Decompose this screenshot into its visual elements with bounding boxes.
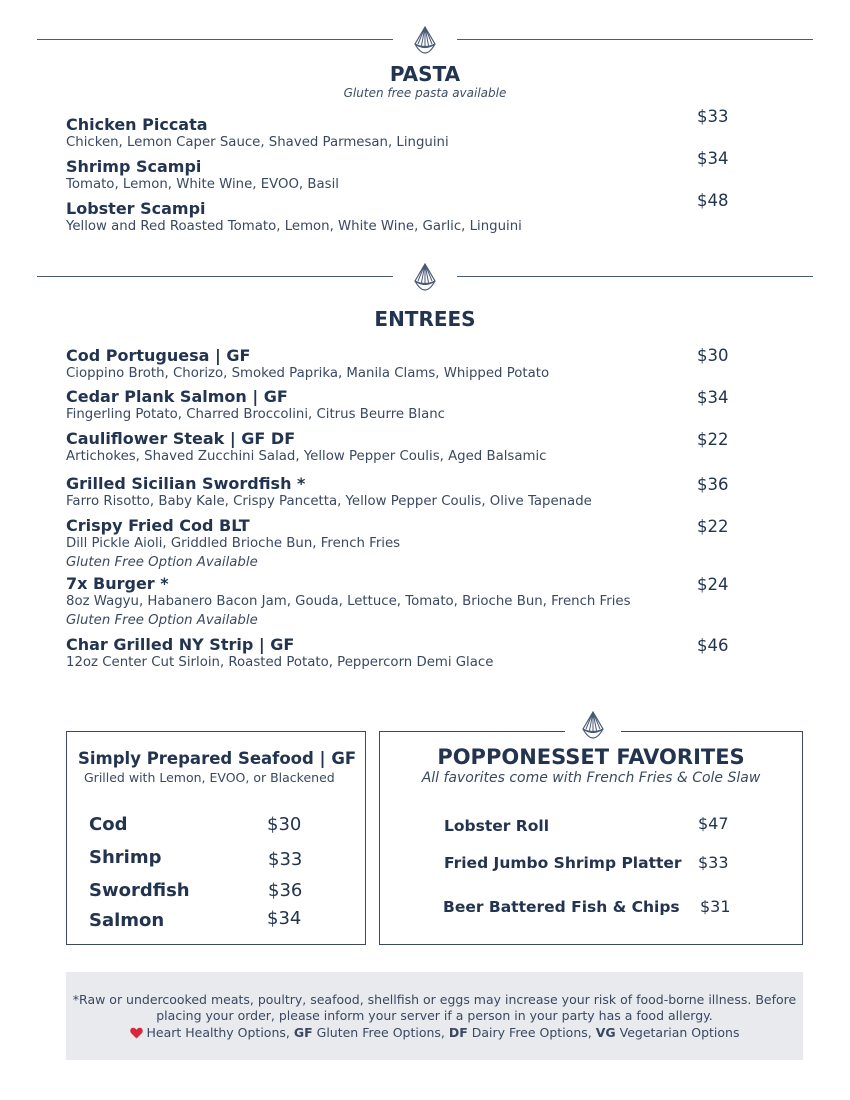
favorites-subtitle: All favorites come with French Fries & Cole Slaw [421, 770, 761, 786]
menu-item-desc: Fingerling Potato, Charred Broccolini, Citrus Beurre Blanc [66, 407, 445, 422]
simply-prepared-subtitle: Grilled with Lemon, EVOO, or Blackened [84, 770, 335, 785]
menu-item-desc: Chicken, Lemon Caper Sauce, Shaved Parmesan, Linguini [66, 135, 449, 150]
menu-item-price: $33 [697, 107, 729, 126]
seafood-price: $30 [267, 814, 302, 835]
menu-item-name: Chicken Piccata [66, 115, 208, 134]
entrees-divider-left [37, 276, 393, 277]
menu-item-desc: Tomato, Lemon, White Wine, EVOO, Basil [66, 177, 339, 192]
scallop-shell-icon [577, 709, 609, 741]
seafood-price: $33 [268, 849, 303, 870]
legend-gf-code: GF [293, 1025, 313, 1040]
scallop-shell-icon [409, 261, 441, 293]
allergy-footer [66, 972, 803, 1060]
menu-item-price: $48 [697, 191, 729, 210]
footer-legend [66, 1025, 803, 1043]
menu-item-desc: Cioppino Broth, Chorizo, Smoked Paprika, Manila Clams, Whipped Potato [66, 366, 550, 381]
menu-item-price: $46 [697, 636, 729, 655]
menu-item-note: Gluten Free Option Available [66, 555, 258, 570]
menu-item-desc: Yellow and Red Roasted Tomato, Lemon, White Wine, Garlic, Linguini [66, 219, 522, 234]
favorite-price: $33 [698, 853, 729, 872]
menu-item-price: $34 [697, 149, 729, 168]
pasta-divider-left [37, 39, 393, 40]
seafood-price: $36 [268, 880, 303, 901]
menu-item [66, 115, 686, 152]
entrees-divider-right [457, 276, 813, 277]
menu-item-name: Char Grilled NY Strip | GF [66, 635, 295, 654]
seafood-name: Shrimp [89, 847, 162, 868]
legend-heart-text: Heart Healthy Options, [142, 1025, 294, 1040]
menu-item-price: $24 [697, 575, 729, 594]
menu-item-price: $30 [697, 346, 729, 365]
menu-item-desc: Farro Risotto, Baby Kale, Crispy Pancetta, Yellow Pepper Coulis, Olive Tapenade [66, 494, 592, 509]
menu-item [66, 387, 686, 424]
simply-prepared-title: Simply Prepared Seafood | GF [78, 749, 357, 768]
menu-item-name: 7x Burger * [66, 574, 169, 593]
menu-item-name: Cedar Plank Salmon | GF [66, 387, 288, 406]
menu-item [66, 474, 686, 511]
favorites-title: POPPONESSET FAVORITES [437, 745, 745, 769]
menu-item-name: Shrimp Scampi [66, 157, 202, 176]
legend-vg-text: Vegetarian Options [615, 1025, 740, 1040]
favorite-name: Beer Battered Fish & Chips [443, 898, 680, 916]
heart-icon [130, 1027, 143, 1043]
menu-item-name: Lobster Scampi [66, 199, 206, 218]
menu-item-name: Crispy Fried Cod BLT [66, 516, 250, 535]
favorite-name: Lobster Roll [444, 817, 550, 835]
favorite-price: $47 [698, 814, 729, 833]
menu-item [66, 157, 686, 194]
legend-df-text: Dairy Free Options, [467, 1025, 596, 1040]
menu-item-price: $34 [697, 388, 729, 407]
menu-item-desc: Artichokes, Shaved Zucchini Salad, Yellow Pepper Coulis, Aged Balsamic [66, 449, 547, 464]
menu-item-note: Gluten Free Option Available [66, 613, 258, 628]
menu-item-name: Cod Portuguesa | GF [66, 346, 251, 365]
footer-disclaimer-line1: *Raw or undercooked meats, poultry, seafood, shellfish or eggs may increase your risk of food-borne illness. Before [72, 992, 797, 1007]
menu-item-name: Cauliflower Steak | GF DF [66, 429, 296, 448]
legend-vg-code: VG [595, 1025, 616, 1040]
menu-item [66, 346, 686, 383]
menu-item-price: $22 [697, 430, 729, 449]
menu-item [66, 199, 686, 236]
pasta-title: PASTA [389, 62, 461, 86]
menu-item-price: $36 [697, 475, 729, 494]
legend-gf-text: Gluten Free Options, [312, 1025, 449, 1040]
menu-item-desc: Dill Pickle Aioli, Griddled Brioche Bun, French Fries [66, 536, 401, 551]
scallop-shell-icon [409, 24, 441, 56]
seafood-name: Cod [89, 814, 128, 835]
favorite-name: Fried Jumbo Shrimp Platter [444, 854, 682, 872]
menu-item-name: Grilled Sicilian Swordfish * [66, 474, 306, 493]
favorite-price: $31 [700, 897, 731, 916]
legend-df-code: DF [448, 1025, 468, 1040]
menu-item [66, 429, 686, 466]
footer-disclaimer-line2: placing your order, please inform your server if a person in your party has a food allergy. [156, 1008, 713, 1023]
menu-item [66, 574, 686, 630]
menu-item-price: $22 [697, 517, 729, 536]
entrees-title: ENTREES [374, 307, 476, 331]
menu-item [66, 516, 686, 572]
seafood-name: Salmon [89, 910, 165, 931]
seafood-name: Swordfish [89, 880, 190, 901]
pasta-divider-right [457, 39, 813, 40]
menu-item-desc: 8oz Wagyu, Habanero Bacon Jam, Gouda, Lettuce, Tomato, Brioche Bun, French Fries [66, 594, 631, 609]
pasta-subtitle: Gluten free pasta available [343, 86, 507, 100]
menu-item [66, 635, 686, 672]
menu-item-desc: 12oz Center Cut Sirloin, Roasted Potato, Peppercorn Demi Glace [66, 655, 494, 670]
seafood-price: $34 [267, 908, 302, 929]
